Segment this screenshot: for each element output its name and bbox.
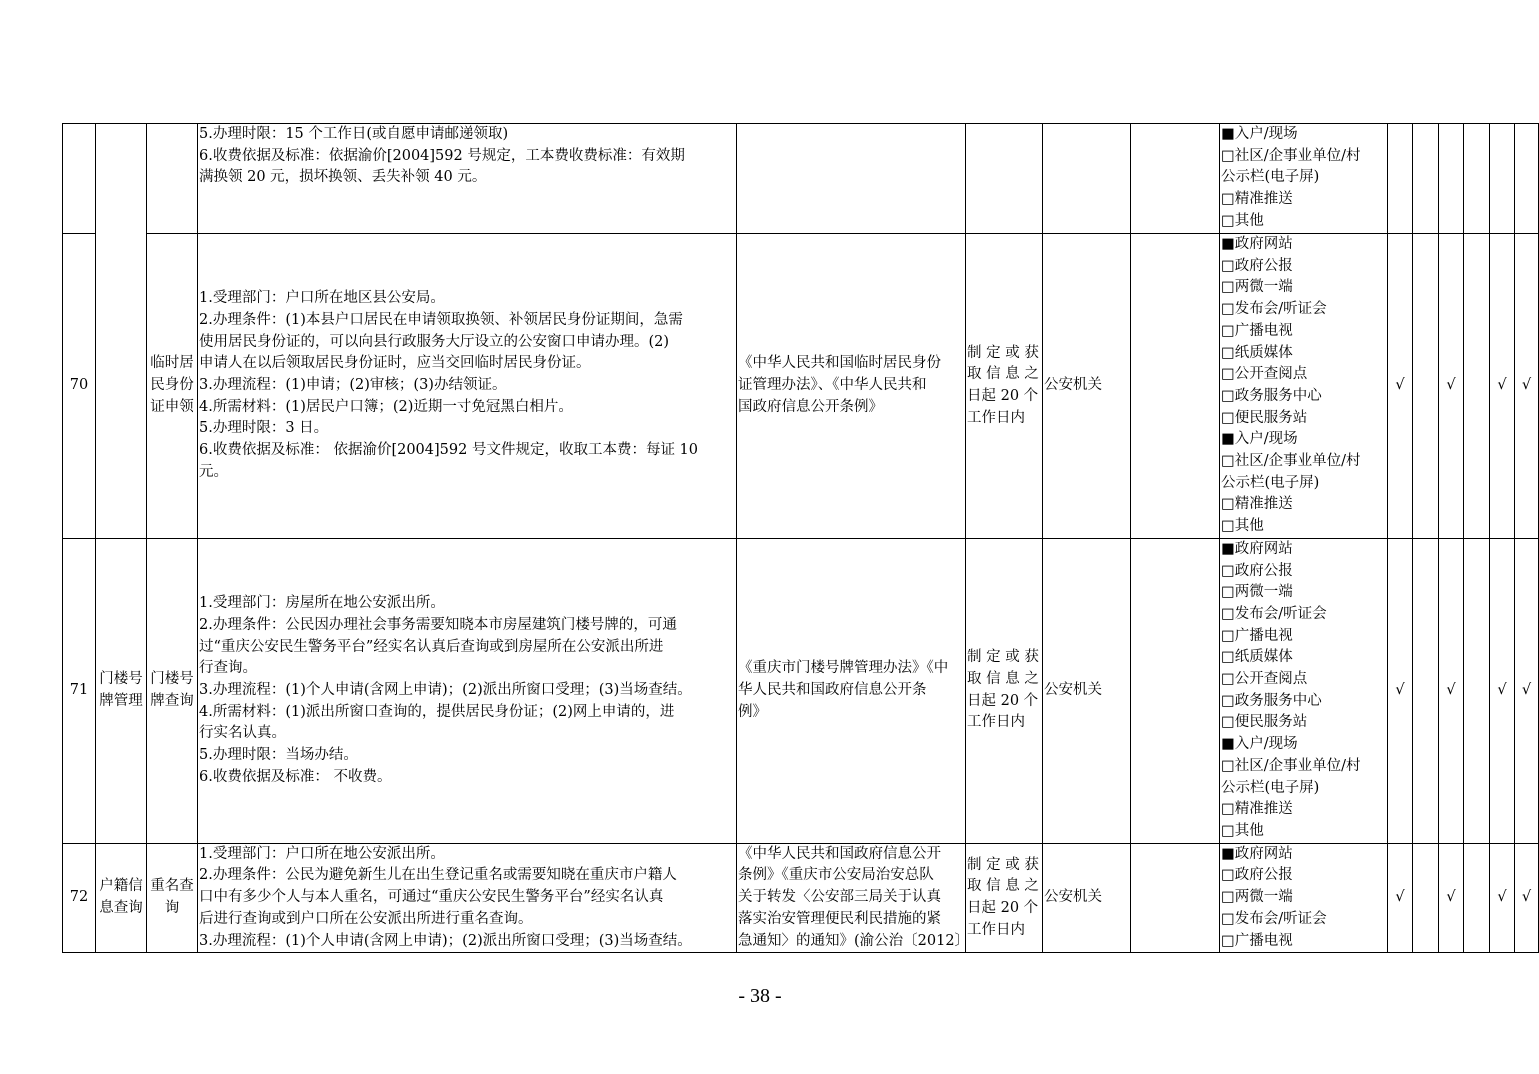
channels-cell-line: □政府公报	[1221, 562, 1293, 579]
category-cell	[96, 538, 147, 843]
content-cell-line: 元。	[199, 463, 228, 480]
time-limit-cell	[966, 538, 1043, 843]
content-cell-line: 行实名认真。	[199, 725, 286, 742]
item-cell	[147, 124, 198, 234]
content-cell-line: 6.收费依据及标准：依据渝价[2004]592 号规定，工本费收费标准：有效期	[199, 147, 685, 164]
check-cell	[1464, 538, 1490, 843]
category-cell	[96, 124, 147, 234]
channels-cell-line: 公示栏(电子屏)	[1221, 474, 1320, 491]
channels-cell-line: □公开查阅点	[1221, 671, 1308, 688]
check-cell	[1515, 124, 1539, 234]
empty-cell	[1131, 538, 1220, 843]
basis-cell	[737, 843, 970, 953]
check-cell	[1464, 843, 1490, 953]
time-limit-cell-line: 工作日内	[967, 921, 1025, 938]
item-cell	[147, 538, 198, 843]
time-limit-cell-line: 取 信 息 之	[967, 671, 1039, 688]
check-cell	[1464, 234, 1490, 539]
subject-cell: 公安机关	[1043, 538, 1131, 843]
channels-cell-line: □便民服务站	[1221, 714, 1308, 731]
basis-cell-line: 落实治安管理便民利民措施的紧	[738, 910, 941, 927]
basis-cell	[737, 538, 966, 843]
item-cell-line: 民身份	[150, 377, 194, 394]
item-cell-line: 牌查询	[150, 692, 194, 709]
info-disclosure-table	[62, 123, 1539, 953]
category-cell	[96, 843, 147, 953]
content-cell-line: 4.所需材料：(1)居民户口簿；(2)近期一寸免冠黑白相片。	[199, 398, 573, 415]
channels-cell-line: ■入户/现场	[1221, 736, 1298, 753]
channels-cell-line: □其他	[1221, 212, 1264, 229]
content-cell-line: 6.收费依据及标准： 依据渝价[2004]592 号文件规定，收取工本费：每证 10	[199, 442, 699, 459]
category-cell-line: 门楼号	[99, 671, 143, 688]
row-number: 72	[63, 843, 96, 953]
table-row	[63, 234, 1539, 539]
content-cell-line: 2.办理条件：公民为避免新生儿在出生登记重名或需要知晓在重庆市户籍人	[199, 867, 677, 884]
content-cell-line: 过“重庆公安民生警务平台”经实名认真后查询或到房屋所在公安派出所进	[199, 638, 664, 655]
content-cell	[198, 234, 737, 539]
content-cell-line: 后进行查询或到户口所在公安派出所进行重名查询。	[199, 910, 533, 927]
content-cell-line: 满换领 20 元，损坏换领、丢失补领 40 元。	[199, 169, 487, 186]
basis-cell-line: 关于转发〈公安部三局关于认真	[738, 889, 941, 906]
check-cell: √	[1515, 843, 1539, 953]
content-cell-line: 5.办理时限：15 个工作日(或自愿申请邮递领取)	[199, 126, 509, 142]
item-cell-line: 证申领	[150, 398, 194, 415]
channels-cell-line: □精准推送	[1221, 496, 1293, 513]
time-limit-cell-line: 取 信 息 之	[967, 366, 1039, 383]
time-limit-cell-line: 制 定 或 获	[967, 649, 1039, 666]
channels-cell-line: □社区/企事业单位/村	[1221, 147, 1361, 164]
item-cell-line: 重名查	[150, 878, 194, 895]
content-cell-line: 5.办理时限：3 日。	[199, 420, 329, 437]
check-cell: √	[1439, 538, 1464, 843]
time-limit-cell	[966, 234, 1043, 539]
channels-cell-line: □发布会/听证会	[1221, 605, 1327, 622]
row-number: 71	[63, 538, 96, 843]
channels-cell-line: □纸质媒体	[1221, 649, 1293, 666]
channels-cell	[1220, 538, 1388, 843]
channels-cell	[1220, 234, 1388, 539]
channels-cell-line: □其他	[1221, 822, 1264, 839]
empty-cell	[1131, 124, 1220, 234]
channels-cell-line: 公示栏(电子屏)	[1221, 169, 1320, 186]
empty-cell	[1131, 843, 1220, 953]
basis-cell-line: 华人民共和国政府信息公开条	[738, 681, 927, 698]
category-cell	[96, 234, 147, 539]
subject-cell	[1043, 124, 1131, 234]
channels-cell-line: □两微一端	[1221, 889, 1293, 906]
check-cell: √	[1490, 538, 1515, 843]
check-cell: √	[1439, 234, 1464, 539]
content-cell-line: 1.受理部门：户口所在地公安派出所。	[199, 845, 445, 862]
content-cell	[198, 538, 737, 843]
channels-cell-line: □两微一端	[1221, 584, 1293, 601]
check-cell	[1490, 124, 1515, 234]
basis-cell	[737, 124, 966, 234]
content-cell-line: 申请人在以后领取居民身份证时，应当交回临时居民身份证。	[199, 355, 591, 372]
content-cell-line: 3.办理流程：(1)个人申请(含网上申请)；(2)派出所窗口受理；(3)当场查结。	[199, 681, 692, 698]
basis-cell-line: 条例》《重庆市公安局治安总队	[738, 867, 934, 884]
check-cell	[1413, 124, 1439, 234]
content-cell-line: 口中有多少个人与本人重名，可通过“重庆公安民生警务平台”经实名认真	[199, 889, 664, 906]
content-cell	[198, 843, 737, 953]
basis-cell-line: 例》	[738, 703, 767, 720]
channels-cell-line: □发布会/听证会	[1221, 910, 1327, 927]
check-cell	[1413, 843, 1439, 953]
check-cell	[1388, 124, 1413, 234]
channels-cell-line: □政务服务中心	[1221, 387, 1322, 404]
time-limit-cell-line: 日起 20 个	[967, 387, 1039, 404]
channels-cell-line: □精准推送	[1221, 191, 1293, 208]
check-cell: √	[1439, 843, 1464, 953]
check-cell: √	[1388, 234, 1413, 539]
content-cell-line: 1.受理部门：户口所在地区县公安局。	[199, 290, 445, 307]
time-limit-cell-line: 取 信 息 之	[967, 878, 1039, 895]
check-cell	[1413, 538, 1439, 843]
channels-cell	[1220, 124, 1388, 234]
item-cell	[147, 843, 198, 953]
check-cell: √	[1515, 538, 1539, 843]
channels-cell-line: □其他	[1221, 518, 1264, 535]
channels-cell-line: ■政府网站	[1221, 236, 1293, 252]
channels-cell-line: □广播电视	[1221, 322, 1293, 339]
channels-cell-line: ■入户/现场	[1221, 126, 1298, 142]
item-cell-line: 询	[164, 899, 180, 916]
time-limit-cell	[966, 124, 1043, 234]
channels-cell-line: □两微一端	[1221, 279, 1293, 296]
table-row	[63, 538, 1539, 843]
content-cell	[198, 124, 737, 234]
row-number: 70	[63, 234, 96, 539]
basis-cell-line: 证管理办法》、《中华人民共和	[738, 377, 927, 394]
table-row	[63, 124, 1539, 234]
item-cell	[147, 234, 198, 539]
channels-cell-line: ■政府网站	[1221, 540, 1293, 557]
subject-cell: 公安机关	[1043, 843, 1131, 953]
time-limit-cell	[966, 843, 1043, 953]
check-cell: √	[1490, 843, 1515, 953]
category-cell-line: 牌管理	[99, 692, 143, 709]
content-cell-line: 行查询。	[199, 660, 257, 677]
channels-cell-line: ■入户/现场	[1221, 431, 1298, 448]
content-cell-line: 5.办理时限：当场办结。	[199, 747, 358, 764]
channels-cell	[1220, 843, 1388, 953]
channels-cell-line: □广播电视	[1221, 932, 1293, 949]
check-cell: √	[1388, 538, 1413, 843]
item-cell-line: 临时居	[150, 355, 194, 372]
channels-cell-line: □便民服务站	[1221, 409, 1308, 426]
channels-cell-line: □纸质媒体	[1221, 344, 1293, 361]
page-number: - 38 -	[738, 985, 782, 1007]
basis-cell	[737, 234, 966, 539]
channels-cell-line: □社区/企事业单位/村	[1221, 757, 1361, 774]
content-cell-line: 1.受理部门：房屋所在地公安派出所。	[199, 595, 445, 612]
content-cell-line: 2.办理条件：(1)本县户口居民在申请领取换领、补领居民身份证期间，急需	[199, 311, 683, 328]
channels-cell-line: □精准推送	[1221, 801, 1293, 818]
time-limit-cell-line: 工作日内	[967, 714, 1025, 731]
basis-cell-line: 《中华人民共和国临时居民身份	[738, 355, 941, 372]
content-cell-line: 2.办理条件：公民因办理社会事务需要知晓本市房屋建筑门楼号牌的，可通	[199, 616, 677, 633]
time-limit-cell-line: 日起 20 个	[967, 692, 1039, 709]
channels-cell-line: □政务服务中心	[1221, 692, 1322, 709]
channels-cell-line: ■政府网站	[1221, 845, 1293, 862]
channels-cell-line: □公开查阅点	[1221, 366, 1308, 383]
item-cell-line: 门楼号	[150, 671, 194, 688]
check-cell	[1413, 234, 1439, 539]
content-cell-line: 4.所需材料：(1)派出所窗口查询的，提供居民身份证；(2)网上申请的，进	[199, 703, 675, 720]
channels-cell-line: 公示栏(电子屏)	[1221, 779, 1320, 796]
time-limit-cell-line: 制 定 或 获	[967, 344, 1039, 361]
channels-cell-line: □政府公报	[1221, 867, 1293, 884]
time-limit-cell-line: 制 定 或 获	[967, 856, 1039, 873]
subject-cell: 公安机关	[1043, 234, 1131, 539]
time-limit-cell-line: 日起 20 个	[967, 899, 1039, 916]
channels-cell-line: □发布会/听证会	[1221, 301, 1327, 318]
check-cell	[1464, 124, 1490, 234]
check-cell: √	[1388, 843, 1413, 953]
content-cell-line: 3.办理流程：(1)申请；(2)审核；(3)办结领证。	[199, 377, 507, 394]
content-cell-line: 使用居民身份证的，可以向县行政服务大厅设立的公安窗口申请办理。(2)	[199, 333, 670, 350]
row-number	[63, 124, 96, 234]
check-cell	[1439, 124, 1464, 234]
channels-cell-line: □政府公报	[1221, 257, 1293, 274]
basis-cell-line: 《中华人民共和国政府信息公开	[738, 845, 941, 862]
content-cell-line: 6.收费依据及标准： 不收费。	[199, 768, 392, 785]
channels-cell-line: □广播电视	[1221, 627, 1293, 644]
category-cell-line: 息查询	[99, 899, 143, 916]
channels-cell-line: □社区/企事业单位/村	[1221, 453, 1361, 470]
basis-cell-line: 《重庆市门楼号牌管理办法》《中	[738, 660, 949, 677]
basis-cell-line: 急通知〉的通知》(渝公治〔2012〕	[738, 932, 970, 949]
table-row	[63, 843, 1539, 953]
check-cell: √	[1490, 234, 1515, 539]
check-cell: √	[1515, 234, 1539, 539]
category-cell-line: 户籍信	[99, 878, 143, 895]
basis-cell-line: 国政府信息公开条例》	[738, 398, 883, 415]
content-cell-line: 3.办理流程：(1)个人申请(含网上申请)；(2)派出所窗口受理；(3)当场查结。	[199, 932, 692, 949]
empty-cell	[1131, 234, 1220, 539]
time-limit-cell-line: 工作日内	[967, 409, 1025, 426]
